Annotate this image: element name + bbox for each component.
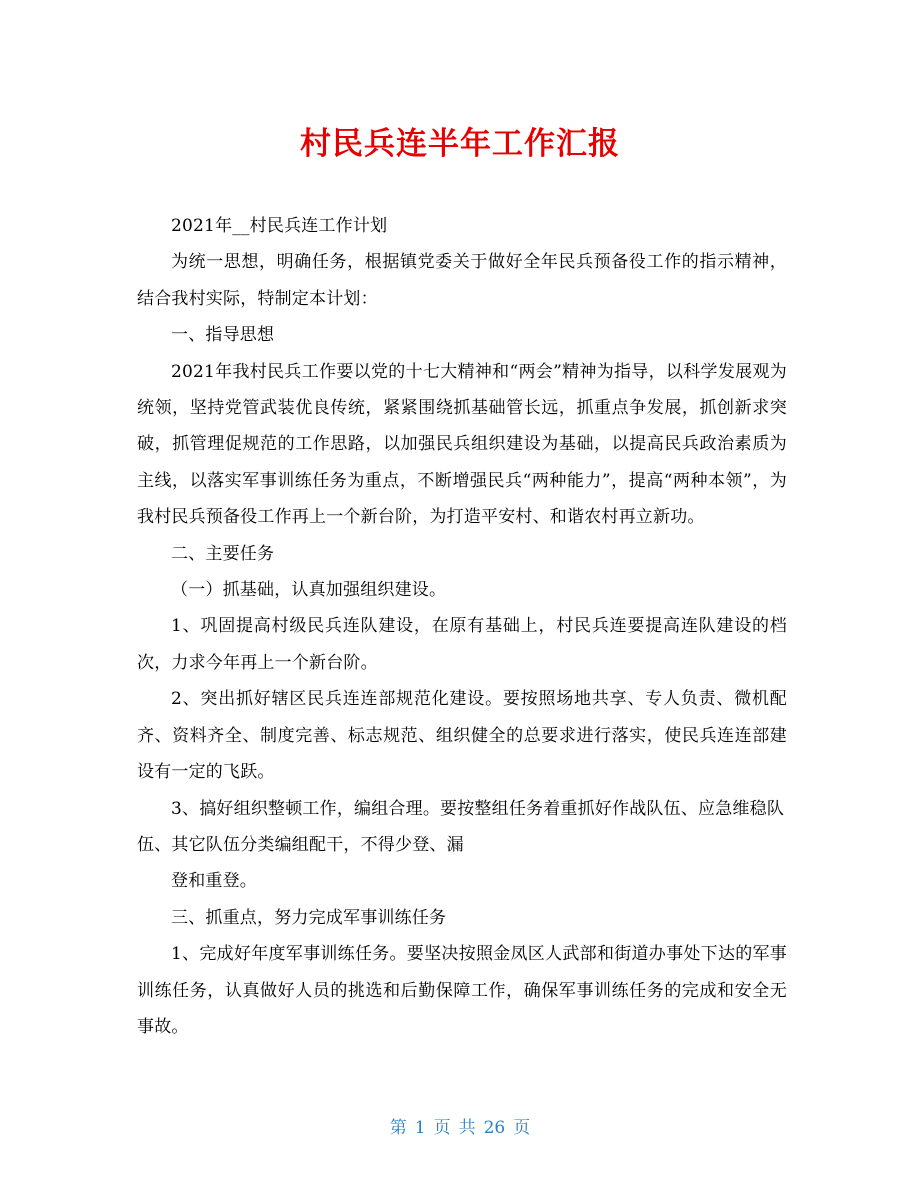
footer-total-pages: 26 bbox=[483, 1118, 506, 1138]
subsection-heading-basics: （一）抓基础，认真加强组织建设。 bbox=[171, 580, 447, 601]
page-number-footer bbox=[0, 1113, 920, 1138]
paragraph-training-1: 1、完成好年度军事训练任务。要坚决按照金凤区人武部和街道办事处下达的军事训练任务，认真做好人员的挑选和后勤保障工作，确保军事训练任务的完成和安全无事故。 bbox=[137, 944, 787, 1037]
paragraph-guiding-thought: 2021年我村民兵工作要以党的十七大精神和“两会”精神为指导，以科学发展观为统领，坚持党管武装优良传统，紧紧围绕抓基础管长远，抓重点争发展，抓创新求突破，抓管理促规范的工作思路，以加强民兵组织建设为基础，以提高民兵政治素质为主线，以落实军事训练任务为重点，不断增强民兵“两种能力”，提高“两种本领”，为我村民兵预备役工作再上一个新台阶，为打造平安村、和谐农村再立新功。 bbox=[137, 361, 787, 528]
footer-label-unit: 页 bbox=[433, 1118, 451, 1138]
section-heading-main-tasks: 二、主要任务 bbox=[171, 543, 275, 564]
document-body bbox=[137, 208, 787, 1045]
section-heading-guiding-thought: 一、指导思想 bbox=[171, 325, 275, 346]
paragraph-task-2: 2、突出抓好辖区民兵连连部规范化建设。要按照场地共享、专人负责、微机配齐、资料齐全、制度完善、标志规范、组织健全的总要求进行落实，使民兵连连部建设有一定的飞跃。 bbox=[137, 689, 787, 783]
footer-label-total: 共 bbox=[458, 1118, 476, 1138]
footer-current-page: 1 bbox=[414, 1118, 426, 1138]
footer-label-unit-2: 页 bbox=[513, 1118, 531, 1138]
footer-label-page: 第 bbox=[389, 1118, 407, 1138]
document-title: 村民兵连半年工作汇报 bbox=[300, 126, 620, 162]
paragraph-task-3: 3、搞好组织整顿工作，编组合理。要按整组任务着重抓好作战队伍、应急维稳队伍、其它队伍分类编组配干，不得少登、漏 bbox=[137, 798, 785, 855]
section-heading-military-training: 三、抓重点，努力完成军事训练任务 bbox=[171, 907, 447, 928]
paragraph-intro: 为统一思想，明确任务，根据镇党委关于做好全年民兵预备役工作的指示精神，结合我村实际，特制定本计划： bbox=[137, 252, 787, 309]
paragraph-plan-heading: 2021年__村民兵连工作计划 bbox=[171, 216, 388, 236]
paragraph-task-1: 1、巩固提高村级民兵连队建设，在原有基础上，村民兵连要提高连队建设的档次，力求今年再上一个新台阶。 bbox=[137, 616, 787, 673]
paragraph-task-3-continued: 登和重登。 bbox=[171, 871, 257, 892]
